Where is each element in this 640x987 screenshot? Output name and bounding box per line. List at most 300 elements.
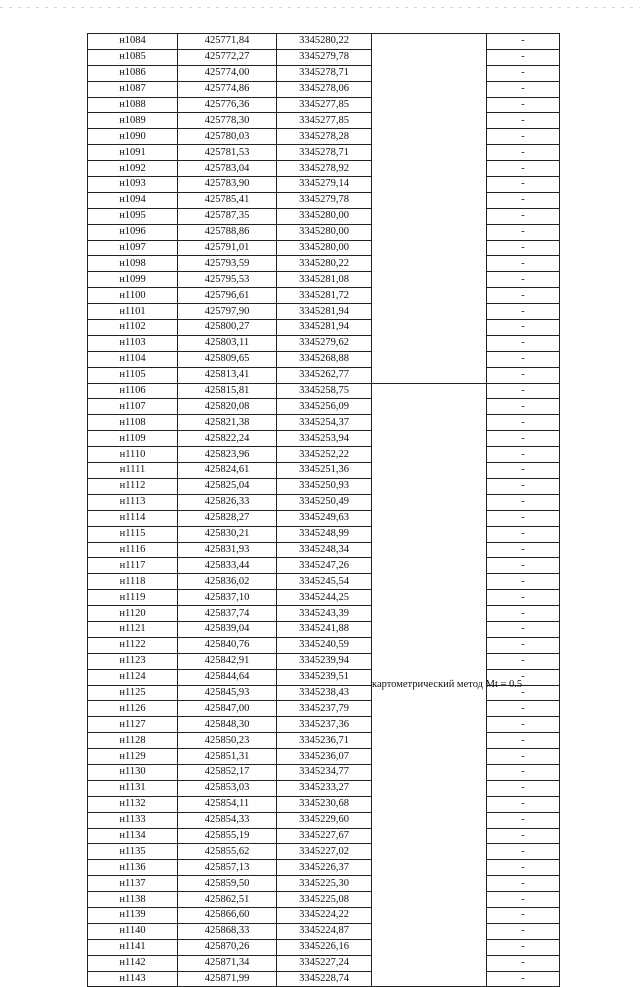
y-coordinate-cell: 3345226,37 (277, 860, 372, 876)
point-name-cell: н1092 (88, 161, 178, 177)
table-row (88, 65, 560, 81)
table-row (88, 892, 560, 908)
dash-cell: - (487, 335, 560, 351)
point-name-cell: н1099 (88, 272, 178, 288)
y-coordinate-cell: 3345280,00 (277, 208, 372, 224)
table-row (88, 304, 560, 320)
x-coordinate-cell: 425825,04 (178, 478, 277, 494)
dash-cell: - (487, 669, 560, 685)
table-row (88, 224, 560, 240)
x-coordinate-cell: 425778,30 (178, 113, 277, 129)
table-row (88, 367, 560, 383)
table-row (88, 828, 560, 844)
table-row (88, 717, 560, 733)
y-coordinate-cell: 3345262,77 (277, 367, 372, 383)
point-name-cell: н1115 (88, 526, 178, 542)
x-coordinate-cell: 425854,11 (178, 796, 277, 812)
dash-cell: - (487, 288, 560, 304)
dash-cell: - (487, 653, 560, 669)
point-name-cell: н1091 (88, 145, 178, 161)
table-row (88, 812, 560, 828)
x-coordinate-cell: 425826,33 (178, 494, 277, 510)
x-coordinate-cell: 425796,61 (178, 288, 277, 304)
y-coordinate-cell: 3345251,36 (277, 463, 372, 479)
y-coordinate-cell: 3345227,24 (277, 955, 372, 971)
point-name-cell: н1114 (88, 510, 178, 526)
table-row (88, 478, 560, 494)
x-coordinate-cell: 425855,62 (178, 844, 277, 860)
y-coordinate-cell: 3345224,22 (277, 907, 372, 923)
y-coordinate-cell: 3345247,26 (277, 558, 372, 574)
y-coordinate-cell: 3345227,02 (277, 844, 372, 860)
y-coordinate-cell: 3345278,28 (277, 129, 372, 145)
table-row (88, 542, 560, 558)
point-name-cell: н1126 (88, 701, 178, 717)
y-coordinate-cell: 3345224,87 (277, 923, 372, 939)
table-row (88, 288, 560, 304)
point-name-cell: н1112 (88, 478, 178, 494)
y-coordinate-cell: 3345249,63 (277, 510, 372, 526)
table-row (88, 49, 560, 65)
point-name-cell: н1088 (88, 97, 178, 113)
x-coordinate-cell: 425821,38 (178, 415, 277, 431)
y-coordinate-cell: 3345237,36 (277, 717, 372, 733)
table-row (88, 876, 560, 892)
y-coordinate-cell: 3345225,30 (277, 876, 372, 892)
table-row (88, 208, 560, 224)
table-row (88, 463, 560, 479)
point-name-cell: н1106 (88, 383, 178, 399)
point-name-cell: н1135 (88, 844, 178, 860)
point-name-cell: н1107 (88, 399, 178, 415)
x-coordinate-cell: 425800,27 (178, 320, 277, 336)
x-coordinate-cell: 425791,01 (178, 240, 277, 256)
point-name-cell: н1117 (88, 558, 178, 574)
point-name-cell: н1089 (88, 113, 178, 129)
point-name-cell: н1085 (88, 49, 178, 65)
dash-cell: - (487, 606, 560, 622)
x-coordinate-cell: 425870,26 (178, 939, 277, 955)
y-coordinate-cell: 3345281,94 (277, 304, 372, 320)
y-coordinate-cell: 3345240,59 (277, 637, 372, 653)
x-coordinate-cell: 425795,53 (178, 272, 277, 288)
table-row (88, 955, 560, 971)
x-coordinate-cell: 425813,41 (178, 367, 277, 383)
point-name-cell: н1140 (88, 923, 178, 939)
dash-cell: - (487, 780, 560, 796)
point-name-cell: н1128 (88, 733, 178, 749)
y-coordinate-cell: 3345248,34 (277, 542, 372, 558)
table-row (88, 81, 560, 97)
x-coordinate-cell: 425845,93 (178, 685, 277, 701)
x-coordinate-cell: 425780,03 (178, 129, 277, 145)
y-coordinate-cell: 3345254,37 (277, 415, 372, 431)
dash-cell: - (487, 526, 560, 542)
point-name-cell: н1110 (88, 447, 178, 463)
y-coordinate-cell: 3345243,39 (277, 606, 372, 622)
table-row (88, 844, 560, 860)
dash-cell: - (487, 367, 560, 383)
dash-cell: - (487, 844, 560, 860)
table-row (88, 447, 560, 463)
dash-cell: - (487, 224, 560, 240)
table-row (88, 780, 560, 796)
table-row (88, 796, 560, 812)
y-coordinate-cell: 3345280,22 (277, 34, 372, 50)
point-name-cell: н1131 (88, 780, 178, 796)
dash-cell: - (487, 447, 560, 463)
point-name-cell: н1133 (88, 812, 178, 828)
dash-cell: - (487, 733, 560, 749)
table-row (88, 749, 560, 765)
point-name-cell: н1130 (88, 764, 178, 780)
table-row (88, 113, 560, 129)
x-coordinate-cell: 425822,24 (178, 431, 277, 447)
dash-cell: - (487, 431, 560, 447)
point-name-cell: н1116 (88, 542, 178, 558)
dash-cell: - (487, 463, 560, 479)
x-coordinate-cell: 425837,74 (178, 606, 277, 622)
dash-cell: - (487, 828, 560, 844)
x-coordinate-cell: 425783,90 (178, 177, 277, 193)
dash-cell: - (487, 177, 560, 193)
y-coordinate-cell: 3345279,62 (277, 335, 372, 351)
point-name-cell: н1098 (88, 256, 178, 272)
table-row (88, 764, 560, 780)
dash-cell: - (487, 383, 560, 399)
x-coordinate-cell: 425857,13 (178, 860, 277, 876)
table-row (88, 637, 560, 653)
x-coordinate-cell: 425852,17 (178, 764, 277, 780)
x-coordinate-cell: 425774,00 (178, 65, 277, 81)
y-coordinate-cell: 3345248,99 (277, 526, 372, 542)
x-coordinate-cell: 425844,64 (178, 669, 277, 685)
point-name-cell: н1111 (88, 463, 178, 479)
dash-cell: - (487, 510, 560, 526)
table-row (88, 510, 560, 526)
y-coordinate-cell: 3345280,00 (277, 224, 372, 240)
scan-header-rule (0, 7, 640, 8)
y-coordinate-cell: 3345277,85 (277, 113, 372, 129)
x-coordinate-cell: 425824,61 (178, 463, 277, 479)
point-name-cell: н1139 (88, 907, 178, 923)
x-coordinate-cell: 425774,86 (178, 81, 277, 97)
dash-cell: - (487, 65, 560, 81)
dash-cell: - (487, 240, 560, 256)
x-coordinate-cell: 425839,04 (178, 621, 277, 637)
dash-cell: - (487, 208, 560, 224)
table-row (88, 574, 560, 590)
x-coordinate-cell: 425871,34 (178, 955, 277, 971)
dash-cell: - (487, 796, 560, 812)
y-coordinate-cell: 3345280,00 (277, 240, 372, 256)
x-coordinate-cell: 425850,23 (178, 733, 277, 749)
table-row (88, 272, 560, 288)
table-row (88, 923, 560, 939)
point-name-cell: н1096 (88, 224, 178, 240)
dash-cell: - (487, 939, 560, 955)
table-row (88, 653, 560, 669)
dash-cell: - (487, 304, 560, 320)
table-row (88, 431, 560, 447)
table-row (88, 320, 560, 336)
dash-cell: - (487, 558, 560, 574)
y-coordinate-cell: 3345256,09 (277, 399, 372, 415)
point-name-cell: н1122 (88, 637, 178, 653)
y-coordinate-cell: 3345244,25 (277, 590, 372, 606)
point-name-cell: н1095 (88, 208, 178, 224)
x-coordinate-cell: 425809,65 (178, 351, 277, 367)
dash-cell: - (487, 860, 560, 876)
x-coordinate-cell: 425833,44 (178, 558, 277, 574)
x-coordinate-cell: 425788,86 (178, 224, 277, 240)
dash-cell: - (487, 971, 560, 987)
x-coordinate-cell: 425871,99 (178, 971, 277, 987)
y-coordinate-cell: 3345226,16 (277, 939, 372, 955)
table-row (88, 606, 560, 622)
dash-cell: - (487, 320, 560, 336)
dash-cell: - (487, 49, 560, 65)
dash-cell: - (487, 145, 560, 161)
dash-cell: - (487, 892, 560, 908)
x-coordinate-cell: 425866,60 (178, 907, 277, 923)
point-name-cell: н1086 (88, 65, 178, 81)
point-name-cell: н1138 (88, 892, 178, 908)
dash-cell: - (487, 494, 560, 510)
table-row (88, 129, 560, 145)
table-row (88, 860, 560, 876)
table-row (88, 939, 560, 955)
dash-cell: - (487, 478, 560, 494)
table-row (88, 733, 560, 749)
table-row (88, 621, 560, 637)
y-coordinate-cell: 3345229,60 (277, 812, 372, 828)
y-coordinate-cell: 3345227,67 (277, 828, 372, 844)
y-coordinate-cell: 3345258,75 (277, 383, 372, 399)
x-coordinate-cell: 425771,84 (178, 34, 277, 50)
y-coordinate-cell: 3345241,88 (277, 621, 372, 637)
dash-cell: - (487, 97, 560, 113)
x-coordinate-cell: 425837,10 (178, 590, 277, 606)
point-name-cell: н1121 (88, 621, 178, 637)
point-name-cell: н1109 (88, 431, 178, 447)
x-coordinate-cell: 425783,04 (178, 161, 277, 177)
dash-cell: - (487, 256, 560, 272)
point-name-cell: н1094 (88, 192, 178, 208)
table-row (88, 971, 560, 987)
point-name-cell: н1102 (88, 320, 178, 336)
x-coordinate-cell: 425785,41 (178, 192, 277, 208)
coordinates-table-body (88, 34, 560, 987)
point-name-cell: н1120 (88, 606, 178, 622)
point-name-cell: н1118 (88, 574, 178, 590)
table-row (88, 590, 560, 606)
y-coordinate-cell: 3345236,07 (277, 749, 372, 765)
dash-cell: - (487, 749, 560, 765)
dash-cell: - (487, 621, 560, 637)
dash-cell: - (487, 113, 560, 129)
dash-cell: - (487, 34, 560, 50)
y-coordinate-cell: 3345278,06 (277, 81, 372, 97)
x-coordinate-cell: 425831,93 (178, 542, 277, 558)
table-row (88, 97, 560, 113)
y-coordinate-cell: 3345281,08 (277, 272, 372, 288)
y-coordinate-cell: 3345239,94 (277, 653, 372, 669)
x-coordinate-cell: 425847,00 (178, 701, 277, 717)
dash-cell: - (487, 923, 560, 939)
x-coordinate-cell: 425781,53 (178, 145, 277, 161)
point-name-cell: н1124 (88, 669, 178, 685)
x-coordinate-cell: 425803,11 (178, 335, 277, 351)
point-name-cell: н1125 (88, 685, 178, 701)
y-coordinate-cell: 3345281,94 (277, 320, 372, 336)
x-coordinate-cell: 425842,91 (178, 653, 277, 669)
point-name-cell: н1101 (88, 304, 178, 320)
point-name-cell: н1103 (88, 335, 178, 351)
table-row (88, 240, 560, 256)
y-coordinate-cell: 3345250,93 (277, 478, 372, 494)
point-name-cell: н1084 (88, 34, 178, 50)
point-name-cell: н1105 (88, 367, 178, 383)
dash-cell: - (487, 701, 560, 717)
point-name-cell: н1127 (88, 717, 178, 733)
x-coordinate-cell: 425840,76 (178, 637, 277, 653)
point-name-cell: н1143 (88, 971, 178, 987)
x-coordinate-cell: 425862,51 (178, 892, 277, 908)
dash-cell: - (487, 161, 560, 177)
y-coordinate-cell: 3345281,72 (277, 288, 372, 304)
dash-cell: - (487, 351, 560, 367)
y-coordinate-cell: 3345250,49 (277, 494, 372, 510)
x-coordinate-cell: 425815,81 (178, 383, 277, 399)
point-name-cell: н1123 (88, 653, 178, 669)
x-coordinate-cell: 425859,50 (178, 876, 277, 892)
point-name-cell: н1097 (88, 240, 178, 256)
x-coordinate-cell: 425797,90 (178, 304, 277, 320)
dash-cell: - (487, 812, 560, 828)
table-row (88, 177, 560, 193)
y-coordinate-cell: 3345238,43 (277, 685, 372, 701)
table-row (88, 907, 560, 923)
x-coordinate-cell: 425868,33 (178, 923, 277, 939)
point-name-cell: н1134 (88, 828, 178, 844)
x-coordinate-cell: 425851,31 (178, 749, 277, 765)
table-row (88, 399, 560, 415)
table-row (88, 415, 560, 431)
y-coordinate-cell: 3345236,71 (277, 733, 372, 749)
y-coordinate-cell: 3345268,88 (277, 351, 372, 367)
dash-cell: - (487, 399, 560, 415)
dash-cell: - (487, 685, 560, 701)
y-coordinate-cell: 3345230,68 (277, 796, 372, 812)
y-coordinate-cell: 3345279,78 (277, 49, 372, 65)
x-coordinate-cell: 425830,21 (178, 526, 277, 542)
y-coordinate-cell: 3345278,71 (277, 145, 372, 161)
x-coordinate-cell: 425854,33 (178, 812, 277, 828)
x-coordinate-cell: 425828,27 (178, 510, 277, 526)
method-cell-empty (372, 34, 487, 384)
table-row (88, 192, 560, 208)
dash-cell: - (487, 764, 560, 780)
point-name-cell: н1090 (88, 129, 178, 145)
point-name-cell: н1132 (88, 796, 178, 812)
y-coordinate-cell: 3345239,51 (277, 669, 372, 685)
y-coordinate-cell: 3345237,79 (277, 701, 372, 717)
y-coordinate-cell: 3345278,92 (277, 161, 372, 177)
dash-cell: - (487, 574, 560, 590)
x-coordinate-cell: 425855,19 (178, 828, 277, 844)
table-row (88, 558, 560, 574)
y-coordinate-cell: 3345279,14 (277, 177, 372, 193)
table-row (88, 701, 560, 717)
dash-cell: - (487, 192, 560, 208)
dash-cell: - (487, 272, 560, 288)
table-row (88, 335, 560, 351)
dash-cell: - (487, 717, 560, 733)
x-coordinate-cell: 425772,27 (178, 49, 277, 65)
dash-cell: - (487, 129, 560, 145)
x-coordinate-cell: 425776,36 (178, 97, 277, 113)
x-coordinate-cell: 425823,96 (178, 447, 277, 463)
point-name-cell: н1142 (88, 955, 178, 971)
y-coordinate-cell: 3345252,22 (277, 447, 372, 463)
x-coordinate-cell: 425787,35 (178, 208, 277, 224)
point-name-cell: н1137 (88, 876, 178, 892)
method-cell: картометрический метод Mt = 0.5 (372, 383, 487, 987)
dash-cell: - (487, 637, 560, 653)
x-coordinate-cell: 425853,03 (178, 780, 277, 796)
point-name-cell: н1087 (88, 81, 178, 97)
point-name-cell: н1093 (88, 177, 178, 193)
point-name-cell: н1119 (88, 590, 178, 606)
table-row (88, 145, 560, 161)
point-name-cell: н1129 (88, 749, 178, 765)
dash-cell: - (487, 876, 560, 892)
table-row (88, 526, 560, 542)
dash-cell: - (487, 415, 560, 431)
point-name-cell: н1136 (88, 860, 178, 876)
point-name-cell: н1113 (88, 494, 178, 510)
table-row (88, 494, 560, 510)
coordinates-table (87, 33, 560, 987)
dash-cell: - (487, 81, 560, 97)
point-name-cell: н1100 (88, 288, 178, 304)
y-coordinate-cell: 3345245,54 (277, 574, 372, 590)
y-coordinate-cell: 3345279,78 (277, 192, 372, 208)
y-coordinate-cell: 3345280,22 (277, 256, 372, 272)
y-coordinate-cell: 3345225,08 (277, 892, 372, 908)
x-coordinate-cell: 425793,59 (178, 256, 277, 272)
dash-cell: - (487, 542, 560, 558)
y-coordinate-cell: 3345277,85 (277, 97, 372, 113)
x-coordinate-cell: 425820,08 (178, 399, 277, 415)
y-coordinate-cell: 3345253,94 (277, 431, 372, 447)
y-coordinate-cell: 3345278,71 (277, 65, 372, 81)
table-row (88, 256, 560, 272)
x-coordinate-cell: 425848,30 (178, 717, 277, 733)
table-row (88, 383, 560, 399)
dash-cell: - (487, 907, 560, 923)
dash-cell: - (487, 590, 560, 606)
table-row (88, 34, 560, 50)
table-row (88, 161, 560, 177)
point-name-cell: н1141 (88, 939, 178, 955)
y-coordinate-cell: 3345228,74 (277, 971, 372, 987)
table-row (88, 351, 560, 367)
y-coordinate-cell: 3345234,77 (277, 764, 372, 780)
point-name-cell: н1108 (88, 415, 178, 431)
x-coordinate-cell: 425836,02 (178, 574, 277, 590)
